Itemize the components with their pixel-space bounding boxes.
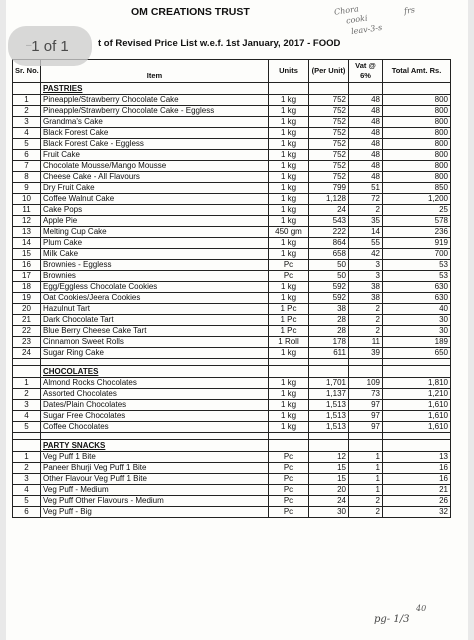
header-sr-no: Sr. No. xyxy=(13,60,41,83)
cell-units: 1 Pc xyxy=(269,315,309,326)
cell-units: Pc xyxy=(269,452,309,463)
cell-total: 1,810 xyxy=(383,378,451,389)
cell-total: 1,200 xyxy=(383,194,451,205)
cell-sr-no: 3 xyxy=(13,117,41,128)
cell-per-unit: 222 xyxy=(309,227,349,238)
page-indicator: 1 of 1 xyxy=(8,26,92,66)
table-row xyxy=(13,389,451,400)
cell-sr-no: 23 xyxy=(13,337,41,348)
cell-units: Pc xyxy=(269,463,309,474)
cell-sr-no: 4 xyxy=(13,128,41,139)
cell-total: 1,610 xyxy=(383,411,451,422)
cell-sr-no: 15 xyxy=(13,249,41,260)
cell-item: Oat Cookies/Jeera Cookies xyxy=(41,293,269,304)
cell-units: 450 gm xyxy=(269,227,309,238)
cell-units: Pc xyxy=(269,496,309,507)
cell-vat: 35 xyxy=(349,216,383,227)
cell-per-unit: 28 xyxy=(309,315,349,326)
cell-sr-no: 2 xyxy=(13,106,41,117)
cell-sr-no: 1 xyxy=(13,378,41,389)
empty-cell xyxy=(41,359,269,366)
cell-item: Sugar Free Chocolates xyxy=(41,411,269,422)
cell-vat: 109 xyxy=(349,378,383,389)
table-row xyxy=(13,411,451,422)
cell-per-unit: 15 xyxy=(309,474,349,485)
cell-total: 13 xyxy=(383,452,451,463)
handwritten-page-count: 40 xyxy=(416,604,427,613)
cell-total: 16 xyxy=(383,474,451,485)
table-row xyxy=(13,172,451,183)
cell-per-unit: 15 xyxy=(309,463,349,474)
cell-per-unit: 864 xyxy=(309,238,349,249)
cell-item: Cheese Cake - All Flavours xyxy=(41,172,269,183)
cell-sr-no: 4 xyxy=(13,485,41,496)
cell-total: 30 xyxy=(383,315,451,326)
empty-cell xyxy=(349,433,383,440)
cell-total: 850 xyxy=(383,183,451,194)
handwritten-page-note: pg- 1/3 xyxy=(374,614,410,625)
cell-vat: 48 xyxy=(349,150,383,161)
cell-vat: 48 xyxy=(349,106,383,117)
cell-vat: 1 xyxy=(349,485,383,496)
cell-vat: 73 xyxy=(349,389,383,400)
cell-units: 1 kg xyxy=(269,95,309,106)
cell-per-unit: 658 xyxy=(309,249,349,260)
cell-per-unit: 592 xyxy=(309,293,349,304)
empty-cell xyxy=(383,433,451,440)
cell-total: 800 xyxy=(383,139,451,150)
table-row xyxy=(13,249,451,260)
table-row xyxy=(13,422,451,433)
cell-vat: 38 xyxy=(349,293,383,304)
cell-item: Pineapple/Strawberry Chocolate Cake xyxy=(41,95,269,106)
cell-vat: 2 xyxy=(349,205,383,216)
cell-sr-no: 13 xyxy=(13,227,41,238)
table-row xyxy=(13,205,451,216)
handwritten-note-2: cooki xyxy=(345,13,369,26)
cell-total: 236 xyxy=(383,227,451,238)
cell-units: 1 kg xyxy=(269,422,309,433)
cell-per-unit: 1,513 xyxy=(309,400,349,411)
cell-vat: 42 xyxy=(349,249,383,260)
cell-vat: 39 xyxy=(349,348,383,359)
cell-per-unit: 1,513 xyxy=(309,411,349,422)
cell-vat: 48 xyxy=(349,128,383,139)
empty-cell xyxy=(13,440,41,452)
section-title: CHOCOLATES xyxy=(41,366,269,378)
cell-per-unit: 28 xyxy=(309,326,349,337)
table-row xyxy=(13,95,451,106)
cell-item: Black Forest Cake - Eggless xyxy=(41,139,269,150)
cell-item: Paneer Bhurji Veg Puff 1 Bite xyxy=(41,463,269,474)
cell-vat: 3 xyxy=(349,271,383,282)
table-row xyxy=(13,337,451,348)
cell-vat: 1 xyxy=(349,474,383,485)
cell-item: Veg Puff Other Flavours - Medium xyxy=(41,496,269,507)
cell-item: Brownies xyxy=(41,271,269,282)
table-row xyxy=(13,194,451,205)
cell-per-unit: 178 xyxy=(309,337,349,348)
cell-units: 1 kg xyxy=(269,378,309,389)
cell-vat: 2 xyxy=(349,496,383,507)
cell-units: Pc xyxy=(269,260,309,271)
section-header-row xyxy=(13,366,451,378)
spacer-row xyxy=(13,359,451,366)
cell-total: 189 xyxy=(383,337,451,348)
empty-cell xyxy=(269,440,309,452)
cell-item: Veg Puff - Big xyxy=(41,507,269,518)
cell-item: Cake Pops xyxy=(41,205,269,216)
cell-item: Coffee Chocolates xyxy=(41,422,269,433)
cell-per-unit: 752 xyxy=(309,95,349,106)
cell-units: 1 kg xyxy=(269,400,309,411)
cell-units: 1 kg xyxy=(269,139,309,150)
cell-total: 30 xyxy=(383,326,451,337)
cell-total: 1,610 xyxy=(383,422,451,433)
cell-units: Pc xyxy=(269,485,309,496)
table-row xyxy=(13,507,451,518)
cell-vat: 2 xyxy=(349,304,383,315)
cell-vat: 72 xyxy=(349,194,383,205)
cell-units: Pc xyxy=(269,271,309,282)
handwritten-note-4: frs xyxy=(403,5,416,16)
cell-total: 800 xyxy=(383,95,451,106)
cell-vat: 48 xyxy=(349,117,383,128)
cell-vat: 55 xyxy=(349,238,383,249)
table-row xyxy=(13,150,451,161)
cell-vat: 11 xyxy=(349,337,383,348)
cell-per-unit: 752 xyxy=(309,139,349,150)
cell-vat: 2 xyxy=(349,326,383,337)
cell-total: 700 xyxy=(383,249,451,260)
cell-vat: 48 xyxy=(349,161,383,172)
cell-sr-no: 4 xyxy=(13,411,41,422)
empty-cell xyxy=(309,433,349,440)
empty-cell xyxy=(269,366,309,378)
empty-cell xyxy=(41,433,269,440)
header-item: Item xyxy=(41,60,269,83)
header-total-amount: Total Amt. Rs. xyxy=(383,60,451,83)
empty-cell xyxy=(383,366,451,378)
cell-per-unit: 752 xyxy=(309,161,349,172)
empty-cell xyxy=(13,366,41,378)
cell-units: 1 kg xyxy=(269,117,309,128)
cell-sr-no: 20 xyxy=(13,304,41,315)
table-row xyxy=(13,463,451,474)
cell-units: 1 kg xyxy=(269,183,309,194)
empty-cell xyxy=(13,433,41,440)
cell-units: 1 kg xyxy=(269,216,309,227)
organization-name: OM CREATIONS TRUST xyxy=(131,6,250,18)
cell-sr-no: 16 xyxy=(13,260,41,271)
document-subtitle: t of Revised Price List w.e.f. 1st January, 2017 - FOOD xyxy=(98,38,341,49)
cell-sr-no: 5 xyxy=(13,139,41,150)
table-row xyxy=(13,400,451,411)
cell-units: 1 kg xyxy=(269,128,309,139)
table-row xyxy=(13,496,451,507)
cell-per-unit: 1,128 xyxy=(309,194,349,205)
table-body xyxy=(13,83,451,518)
cell-item: Fruit Cake xyxy=(41,150,269,161)
section-title: PARTY SNACKS xyxy=(41,440,269,452)
cell-sr-no: 9 xyxy=(13,183,41,194)
cell-total: 53 xyxy=(383,271,451,282)
table-row xyxy=(13,378,451,389)
table-row xyxy=(13,260,451,271)
cell-sr-no: 2 xyxy=(13,389,41,400)
cell-item: Assorted Chocolates xyxy=(41,389,269,400)
cell-vat: 1 xyxy=(349,452,383,463)
cell-vat: 1 xyxy=(349,463,383,474)
cell-total: 800 xyxy=(383,128,451,139)
cell-total: 800 xyxy=(383,106,451,117)
cell-item: Veg Puff 1 Bite xyxy=(41,452,269,463)
cell-sr-no: 5 xyxy=(13,422,41,433)
cell-item: Dark Chocolate Tart xyxy=(41,315,269,326)
cell-units: Pc xyxy=(269,474,309,485)
cell-item: Blue Berry Cheese Cake Tart xyxy=(41,326,269,337)
cell-sr-no: 2 xyxy=(13,463,41,474)
cell-per-unit: 799 xyxy=(309,183,349,194)
cell-item: Chocolate Mousse/Mango Mousse xyxy=(41,161,269,172)
cell-units: 1 kg xyxy=(269,249,309,260)
cell-item: Almond Rocks Chocolates xyxy=(41,378,269,389)
cell-sr-no: 21 xyxy=(13,315,41,326)
empty-cell xyxy=(309,83,349,95)
table-row xyxy=(13,348,451,359)
cell-per-unit: 611 xyxy=(309,348,349,359)
cell-per-unit: 752 xyxy=(309,172,349,183)
cell-item: Other Flavour Veg Puff 1 Bite xyxy=(41,474,269,485)
cell-total: 800 xyxy=(383,150,451,161)
cell-vat: 48 xyxy=(349,95,383,106)
cell-vat: 97 xyxy=(349,411,383,422)
cell-per-unit: 50 xyxy=(309,260,349,271)
empty-cell xyxy=(349,366,383,378)
cell-units: 1 kg xyxy=(269,389,309,400)
table-row xyxy=(13,474,451,485)
cell-total: 800 xyxy=(383,161,451,172)
cell-total: 40 xyxy=(383,304,451,315)
empty-cell xyxy=(309,366,349,378)
cell-units: 1 Pc xyxy=(269,304,309,315)
cell-vat: 48 xyxy=(349,139,383,150)
cell-total: 578 xyxy=(383,216,451,227)
cell-item: Cinnamon Sweet Rolls xyxy=(41,337,269,348)
cell-sr-no: 6 xyxy=(13,507,41,518)
cell-per-unit: 50 xyxy=(309,271,349,282)
cell-sr-no: 6 xyxy=(13,150,41,161)
cell-per-unit: 12 xyxy=(309,452,349,463)
cell-item: Milk Cake xyxy=(41,249,269,260)
cell-per-unit: 752 xyxy=(309,150,349,161)
header-vat: Vat @ 6% xyxy=(349,60,383,83)
cell-units: 1 kg xyxy=(269,106,309,117)
table-row xyxy=(13,106,451,117)
cell-item: Dry Fruit Cake xyxy=(41,183,269,194)
cell-sr-no: 5 xyxy=(13,496,41,507)
cell-sr-no: 7 xyxy=(13,161,41,172)
cell-per-unit: 543 xyxy=(309,216,349,227)
cell-units: 1 kg xyxy=(269,205,309,216)
table-row xyxy=(13,227,451,238)
cell-item: Hazulnut Tart xyxy=(41,304,269,315)
cell-sr-no: 12 xyxy=(13,216,41,227)
cell-sr-no: 10 xyxy=(13,194,41,205)
empty-cell xyxy=(349,359,383,366)
section-header-row xyxy=(13,440,451,452)
cell-per-unit: 752 xyxy=(309,128,349,139)
cell-per-unit: 30 xyxy=(309,507,349,518)
table-row xyxy=(13,304,451,315)
empty-cell xyxy=(13,83,41,95)
cell-sr-no: 14 xyxy=(13,238,41,249)
cell-sr-no: 22 xyxy=(13,326,41,337)
cell-total: 53 xyxy=(383,260,451,271)
cell-sr-no: 3 xyxy=(13,400,41,411)
table-row xyxy=(13,128,451,139)
cell-sr-no: 18 xyxy=(13,282,41,293)
cell-vat: 97 xyxy=(349,400,383,411)
table-row xyxy=(13,271,451,282)
cell-sr-no: 1 xyxy=(13,452,41,463)
cell-per-unit: 592 xyxy=(309,282,349,293)
document-page xyxy=(6,0,468,640)
cell-vat: 2 xyxy=(349,507,383,518)
cell-per-unit: 1,701 xyxy=(309,378,349,389)
cell-item: Pineapple/Strawberry Chocolate Cake - Eggless xyxy=(41,106,269,117)
cell-item: Melting Cup Cake xyxy=(41,227,269,238)
empty-cell xyxy=(309,359,349,366)
cell-units: 1 kg xyxy=(269,293,309,304)
cell-sr-no: 24 xyxy=(13,348,41,359)
handwritten-note-3: leav-3-s xyxy=(350,22,383,37)
cell-total: 630 xyxy=(383,293,451,304)
cell-sr-no: 19 xyxy=(13,293,41,304)
cell-sr-no: 3 xyxy=(13,474,41,485)
empty-cell xyxy=(269,359,309,366)
header-per-unit: (Per Unit) xyxy=(309,60,349,83)
cell-sr-no: 8 xyxy=(13,172,41,183)
cell-total: 21 xyxy=(383,485,451,496)
cell-item: Apple Pie xyxy=(41,216,269,227)
cell-total: 630 xyxy=(383,282,451,293)
cell-per-unit: 24 xyxy=(309,205,349,216)
cell-item: Sugar Ring Cake xyxy=(41,348,269,359)
empty-cell xyxy=(269,83,309,95)
table-row xyxy=(13,452,451,463)
empty-cell xyxy=(383,83,451,95)
cell-total: 26 xyxy=(383,496,451,507)
price-list-table xyxy=(12,59,451,518)
cell-units: 1 kg xyxy=(269,411,309,422)
cell-per-unit: 24 xyxy=(309,496,349,507)
cell-vat: 51 xyxy=(349,183,383,194)
cell-per-unit: 752 xyxy=(309,106,349,117)
cell-item: Brownies - Eggless xyxy=(41,260,269,271)
cell-item: Veg Puff - Medium xyxy=(41,485,269,496)
cell-vat: 2 xyxy=(349,315,383,326)
cell-units: 1 Pc xyxy=(269,326,309,337)
table-row xyxy=(13,293,451,304)
cell-vat: 14 xyxy=(349,227,383,238)
handwritten-note-1: Chora xyxy=(333,4,360,17)
cell-per-unit: 20 xyxy=(309,485,349,496)
cell-sr-no: 1 xyxy=(13,95,41,106)
table-row xyxy=(13,161,451,172)
empty-cell xyxy=(13,359,41,366)
cell-vat: 3 xyxy=(349,260,383,271)
table-row xyxy=(13,238,451,249)
cell-total: 919 xyxy=(383,238,451,249)
cell-total: 25 xyxy=(383,205,451,216)
cell-sr-no: 11 xyxy=(13,205,41,216)
cell-item: Dates/Plain Chocolates xyxy=(41,400,269,411)
empty-cell xyxy=(383,440,451,452)
table-row xyxy=(13,326,451,337)
cell-per-unit: 752 xyxy=(309,117,349,128)
cell-item: Plum Cake xyxy=(41,238,269,249)
empty-cell xyxy=(269,433,309,440)
table-row xyxy=(13,139,451,150)
cell-units: 1 kg xyxy=(269,348,309,359)
empty-cell xyxy=(383,359,451,366)
cell-total: 800 xyxy=(383,117,451,128)
table-row xyxy=(13,117,451,128)
table-row xyxy=(13,485,451,496)
cell-total: 32 xyxy=(383,507,451,518)
cell-vat: 97 xyxy=(349,422,383,433)
cell-units: Pc xyxy=(269,507,309,518)
cell-item: Grandma's Cake xyxy=(41,117,269,128)
cell-units: 1 kg xyxy=(269,161,309,172)
spacer-row xyxy=(13,433,451,440)
cell-total: 800 xyxy=(383,172,451,183)
cell-per-unit: 1,513 xyxy=(309,422,349,433)
cell-total: 650 xyxy=(383,348,451,359)
cell-units: 1 kg xyxy=(269,282,309,293)
empty-cell xyxy=(309,440,349,452)
table-row xyxy=(13,315,451,326)
header-units: Units xyxy=(269,60,309,83)
empty-cell xyxy=(349,440,383,452)
cell-per-unit: 1,137 xyxy=(309,389,349,400)
cell-units: 1 kg xyxy=(269,150,309,161)
cell-vat: 38 xyxy=(349,282,383,293)
cell-total: 1,210 xyxy=(383,389,451,400)
cell-item: Coffee Walnut Cake xyxy=(41,194,269,205)
empty-cell xyxy=(349,83,383,95)
cell-units: 1 kg xyxy=(269,194,309,205)
section-title: PASTRIES xyxy=(41,83,269,95)
cell-units: 1 kg xyxy=(269,172,309,183)
cell-item: Black Forest Cake xyxy=(41,128,269,139)
cell-vat: 48 xyxy=(349,172,383,183)
table-row xyxy=(13,183,451,194)
cell-units: 1 Roll xyxy=(269,337,309,348)
cell-total: 1,610 xyxy=(383,400,451,411)
cell-per-unit: 38 xyxy=(309,304,349,315)
table-row xyxy=(13,282,451,293)
cell-units: 1 kg xyxy=(269,238,309,249)
cell-sr-no: 17 xyxy=(13,271,41,282)
cell-item: Egg/Eggless Chocolate Cookies xyxy=(41,282,269,293)
table-row xyxy=(13,216,451,227)
section-header-row xyxy=(13,83,451,95)
cell-total: 16 xyxy=(383,463,451,474)
